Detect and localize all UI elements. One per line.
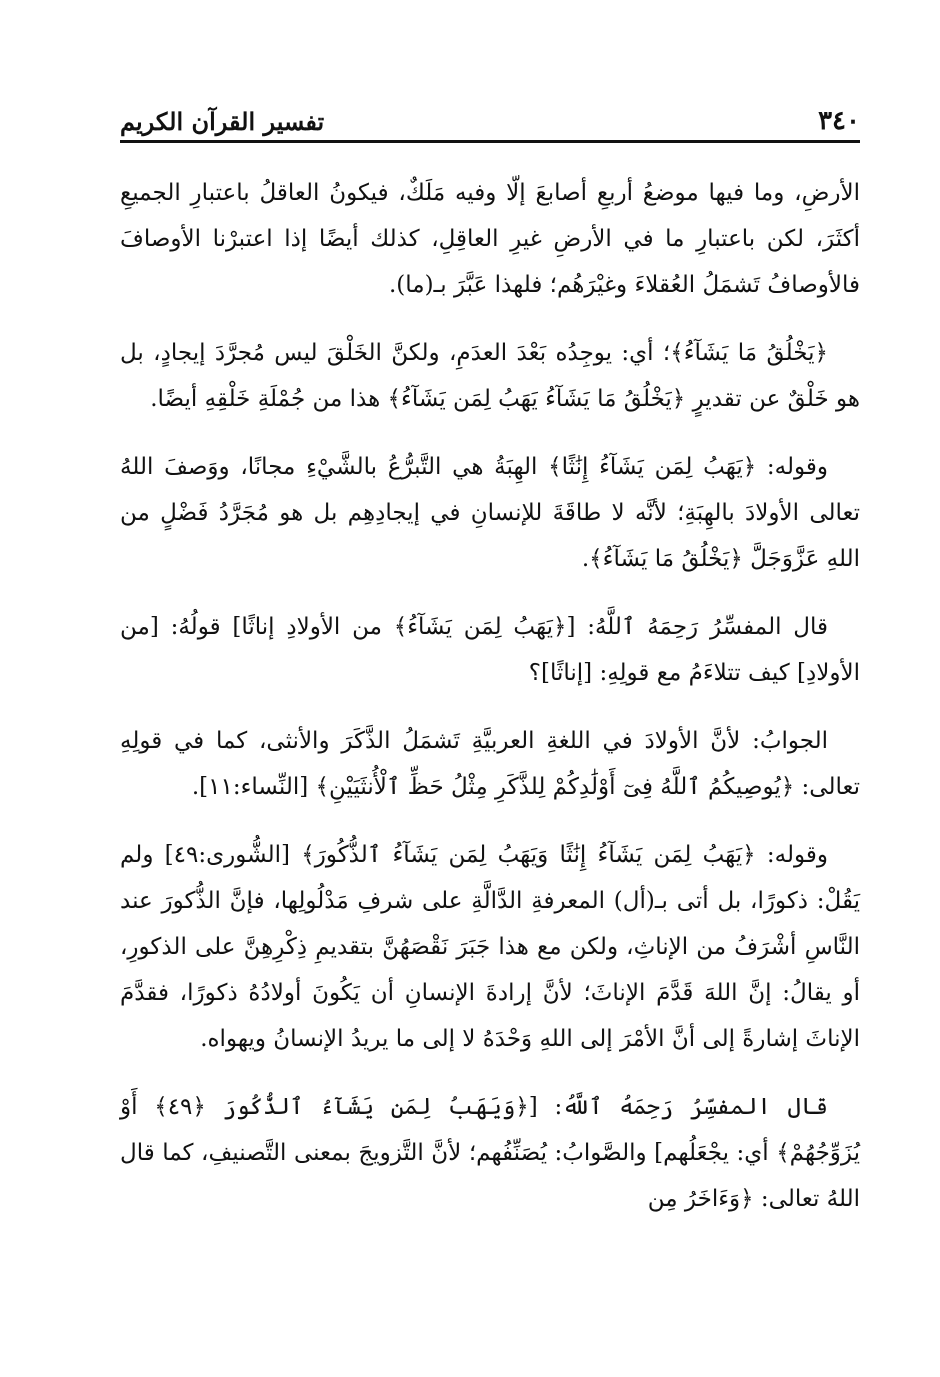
paragraph: قال المفسِّرُ رَحِمَهُ ٱللَّهُ: [﴿وَيَهَبُ لِمَن يَشَآءُ ٱلذُّكُورَ ﴿٤٩﴾ أَوْ يُزَوِّجُهُمْ﴾ أي: يجْعَلُهم] والصَّوابُ: يُصَنِّفُهم؛ لأنَّ التَّزويجَ بمعنى التَّصنيفِ، كما قال اللهُ تعالى: ﴿وَءَاخَرُ مِن [120,1094,860,1212]
paragraph: الجوابُ: لأنَّ الأولادَ في اللغةِ العربيَّةِ تَشمَلُ الذَّكَرَ والأنثى، كما في قولِهِ تعالى: ﴿يُوصِيكُمُ ٱللَّهُ فِىٓ أَوْلَٰدِكُمْ لِلذَّكَرِ مِثْلُ حَظِّ ٱلْأُنثَيَيْنِ﴾ [النِّساء:١١]. [120,728,860,800]
paragraph: ﴿يَخْلُقُ مَا يَشَآءُ﴾؛ أي: يوجِدُه بَعْدَ العدَمِ، ولكنَّ الخَلْقَ ليس مُجرَّدَ إيجادٍ، بل هو خَلْقٌ عن تقديرٍ ﴿يَخْلُقُ مَا يَشَآءُ يَهَبُ لِمَن يَشَآءُ﴾ هذا من جُمْلَةِ خَلْقِهِ أيضًا. [120,340,860,412]
page-number: ٣٤٠ [818,106,860,136]
page-body [120,170,860,1244]
paragraph: وقوله: ﴿يَهَبُ لِمَن يَشَآءُ إِنَٰثًا﴾ الهِبَةُ هي التَّبرُّعُ بالشَّيْءِ مجانًا، ووَصفَ اللهُ تعالى الأولادَ بالهِبَةِ؛ لأنَّه لا طاقَةَ للإنسانِ في إيجادِهِم بل هو مُجَرَّدُ فَضْلٍ من اللهِ عَزَّوَجَلَّ ﴿يَخْلُقُ مَا يَشَآءُ﴾. [120,454,860,572]
paragraph: الأرضِ، وما فيها موضعُ أربعِ أصابعَ إلّا وفيه مَلَكٌ، فيكونُ العاقلُ باعتبارِ الجميعِ أكثَرَ، لكن باعتبارِ ما في الأرضِ غيرِ العاقِلِ، كذلك أيضًا إذا اعتبرْنا الأوصافَ فالأوصافُ تَشمَلُ العُقلاءَ وغيْرَهُم؛ فلهذا عَبَّرَ بـ(ما). [120,180,860,298]
page-header [120,96,860,136]
book-title: تفسير القرآن الكريم [120,107,325,136]
paragraph: قال المفسِّرُ رَحِمَهُ ٱللَّهُ: [﴿يَهَبُ لِمَن يَشَآءُ﴾ من الأولادِ إناثًا] قولُهُ: [من الأولادِ] كيف تتلاءَمُ مع قولِهِ: [إناثًا]؟ [120,614,860,686]
header-divider [120,140,860,143]
paragraph: وقوله: ﴿يَهَبُ لِمَن يَشَآءُ إِنَٰثًا وَيَهَبُ لِمَن يَشَآءُ ٱلذُّكُورَ﴾ [الشُّورى:٤٩] ولم يَقُلْ: ذكورًا، بل أتى بـ(أل) المعرفةِ الدَّالَّةِ على شرفِ مَدْلُولِها، فإنَّ الذُّكورَ عند النَّاسِ أشْرَفُ من الإناثِ، ولكن مع هذا جَبَرَ نَقْصَهُنَّ بتقديمِ ذِكْرِهِنَّ على الذكورِ، أو يقالُ: إنَّ اللهَ قَدَّمَ الإناثَ؛ لأنَّ إرادةَ الإنسانِ أن يَكُونَ أولادُهُ ذكورًا، فقدَّمَ الإناثَ إشارةً إلى أنَّ الأمْرَ إلى اللهِ وَحْدَهُ لا إلى ما يريدُ الإنسانُ ويهواه. [120,842,860,1052]
